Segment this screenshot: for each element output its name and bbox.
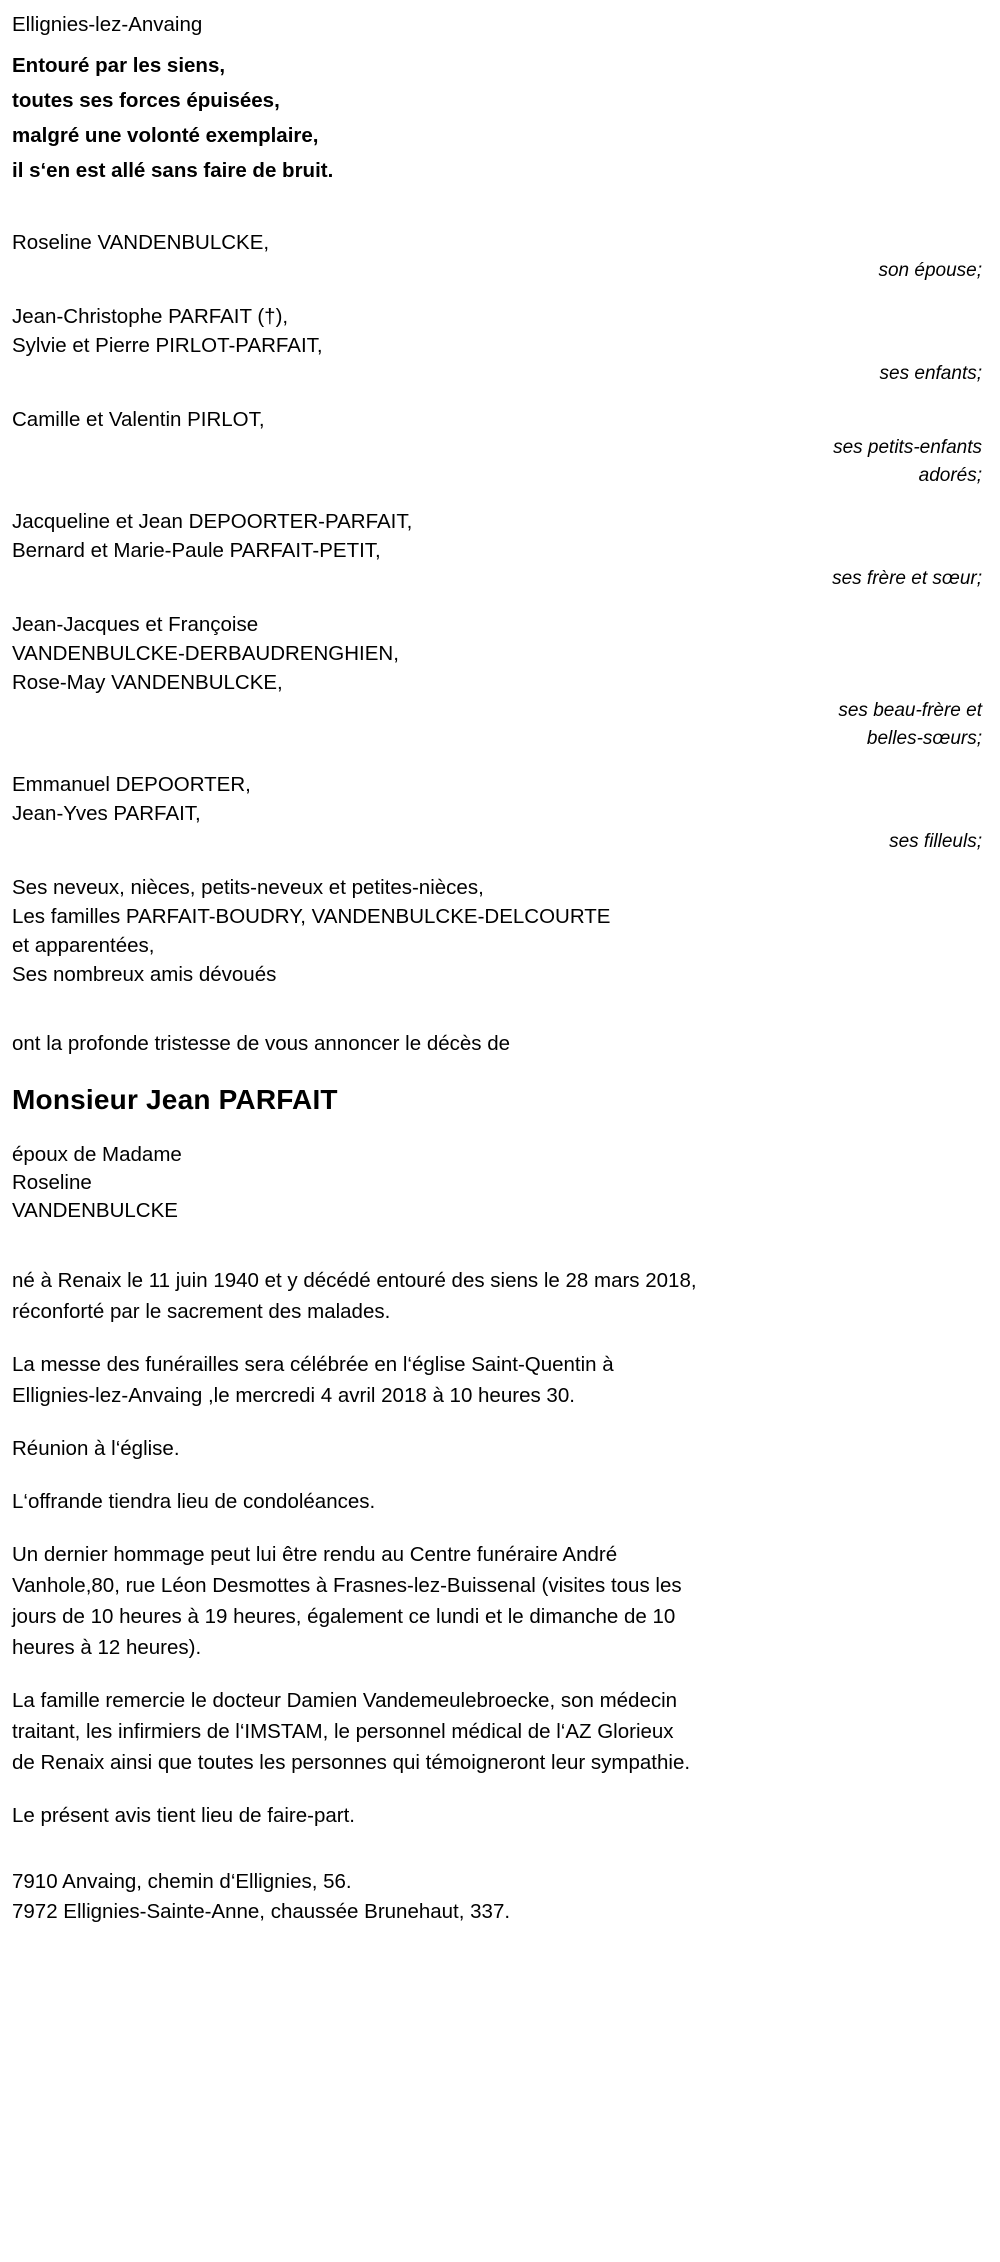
family-role-line: ses petits-enfants — [833, 437, 982, 458]
addresses-block — [12, 1867, 986, 1927]
family-name-line: Jean-Christophe PARFAIT (†), — [12, 305, 289, 328]
family-role — [12, 828, 986, 856]
spacer — [12, 1119, 986, 1141]
family-names — [12, 507, 986, 565]
family-group-children — [12, 302, 986, 388]
epitaph-line: malgré une volonté exemplaire, — [12, 124, 319, 147]
family-role — [12, 360, 986, 388]
other-relatives-block — [12, 873, 986, 989]
spacer — [12, 188, 986, 228]
family-role-line: ses filleuls; — [889, 831, 982, 852]
family-name-line: Sylvie et Pierre PIRLOT-PARFAIT, — [12, 334, 323, 357]
family-role-line: ses enfants; — [879, 363, 982, 384]
family-name-line: Roseline VANDENBULCKE, — [12, 231, 270, 254]
epitaph-line: il s‘en est allé sans faire de bruit. — [12, 159, 334, 182]
family-name-line: VANDENBULCKE-DERBAUDRENGHIEN, — [12, 642, 399, 665]
offering-paragraph: L‘offrande tiendra lieu de condoléances. — [12, 1490, 376, 1513]
family-names — [12, 302, 986, 360]
family-name-line: Emmanuel DEPOORTER, — [12, 773, 251, 796]
family-names — [12, 405, 986, 434]
other-relatives-line: Les familles PARFAIT-BOUDRY, VANDENBULCKE-DELCOURTE — [12, 905, 611, 928]
family-role-line: belles-sœurs; — [866, 728, 982, 749]
address-line: 7910 Anvaing, chemin d‘Ellignies, 56. — [12, 1870, 352, 1893]
epitaph-line: toutes ses forces épuisées, — [12, 89, 280, 112]
spouse-of-line: VANDENBULCKE — [12, 1199, 178, 1222]
spacer — [12, 1853, 986, 1867]
spouse-of-block — [12, 1141, 986, 1225]
spacer — [12, 989, 986, 1029]
family-names — [12, 770, 986, 828]
family-name-line: Rose-May VANDENBULCKE, — [12, 671, 283, 694]
family-name-line: Bernard et Marie-Paule PARFAIT-PETIT, — [12, 539, 381, 562]
thanks-paragraph: La famille remercie le docteur Damien Vandemeulebroecke, son médecin traitant, les infirmiers de l‘IMSTAM, le personnel médical de l‘AZ Glorieux de Renaix ainsi que toutes les personnes qui témoigneront leur sympathie. — [12, 1689, 691, 1774]
family-group-godchildren — [12, 770, 986, 856]
family-group-spouse — [12, 228, 986, 285]
announcement-intro: ont la profonde tristesse de vous annoncer le décès de — [12, 1032, 511, 1055]
spacer — [12, 1059, 986, 1081]
other-relatives-line: et apparentées, — [12, 934, 155, 957]
family-role — [12, 257, 986, 285]
family-role — [12, 565, 986, 593]
family-name-line: Jean-Jacques et Françoise — [12, 613, 259, 636]
family-role-line: ses frère et sœur; — [832, 568, 982, 589]
family-group-grandchildren — [12, 405, 986, 490]
spacer — [12, 1225, 986, 1265]
family-role-line: son épouse; — [878, 260, 982, 281]
family-list — [12, 228, 986, 856]
family-name-line: Jacqueline et Jean DEPOORTER-PARFAIT, — [12, 510, 413, 533]
epitaph-line: Entouré par les siens, — [12, 54, 226, 77]
visitation-paragraph: Un dernier hommage peut lui être rendu au Centre funéraire André Vanhole,80, rue Léon Desmottes à Frasnes-lez-Buissenal (visites tous les jours de 10 heures à 19 heures, également ce lundi et le dimanche de 10 heures à 12 heures). — [12, 1543, 682, 1659]
family-group-siblings — [12, 507, 986, 593]
family-role — [12, 434, 986, 490]
family-role-line: adorés; — [918, 465, 982, 486]
family-names — [12, 228, 986, 257]
gathering-paragraph: Réunion à l‘église. — [12, 1437, 180, 1460]
family-role — [12, 697, 986, 753]
other-relatives-line: Ses neveux, nièces, petits-neveux et petites-nièces, — [12, 876, 484, 899]
family-role-line: ses beau-frère et — [838, 700, 982, 721]
family-name-line: Camille et Valentin PIRLOT, — [12, 408, 265, 431]
family-group-in-laws — [12, 610, 986, 753]
notice-statement-paragraph: Le présent avis tient lieu de faire-part. — [12, 1804, 355, 1827]
deceased-name-heading: Monsieur Jean PARFAIT — [12, 1084, 338, 1115]
spouse-of-line: époux de Madame — [12, 1143, 182, 1166]
spouse-of-line: Roseline — [12, 1171, 92, 1194]
other-relatives-line: Ses nombreux amis dévoués — [12, 963, 277, 986]
locality-label: Ellignies-lez-Anvaing — [12, 13, 203, 36]
family-name-line: Jean-Yves PARFAIT, — [12, 802, 201, 825]
birth-death-paragraph: né à Renaix le 11 juin 1940 et y décédé entouré des siens le 28 mars 2018, réconforté par le sacrement des malades. — [12, 1269, 697, 1323]
address-line: 7972 Ellignies-Sainte-Anne, chaussée Brunehaut, 337. — [12, 1900, 511, 1923]
epitaph-block — [12, 48, 986, 188]
family-names — [12, 610, 986, 697]
funeral-mass-paragraph: La messe des funérailles sera célébrée en l‘église Saint-Quentin à Ellignies-lez-Anvaing ,le mercredi 4 avril 2018 à 10 heures 30. — [12, 1353, 614, 1407]
